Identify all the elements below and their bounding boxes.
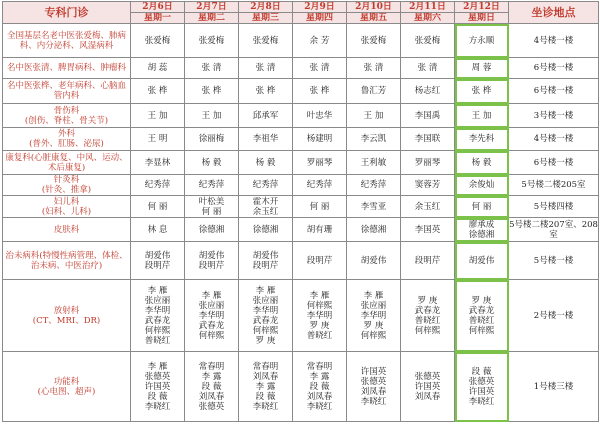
doctor-cell: 何 丽 [131,196,185,218]
location-cell: 5号楼二楼205室 [509,175,599,196]
weekday-header: 星期六 [401,13,455,24]
department-name: 名中医张清、脾胃病科、肿瘤科 [3,58,131,79]
doctor-cell: 段明芹 [401,242,455,280]
table-row [3,242,599,280]
doctor-cell: 徐德湘 [185,218,239,242]
doctor-cell: 周 蓉 [455,58,509,79]
doctor-cell: 张爱梅 [401,24,455,58]
weekday-header: 星期三 [239,13,293,24]
doctor-cell: 李 雁 张德英 许国英 段 薇 李晓红 [131,352,185,422]
doctor-cell: 方永顺 [455,24,509,58]
doctor-cell: 李 雁 何梓熙 李华明 罗 庚 普晓红 [293,280,347,352]
doctor-cell: 胡爱伟 [347,242,401,280]
doctor-cell: 罗丽琴 [401,151,455,175]
doctor-cell: 叶忠华 [293,104,347,128]
doctor-cell: 张 清 [293,58,347,79]
doctor-cell: 李国禹 [401,104,455,128]
doctor-cell: 徐德湘 [239,218,293,242]
doctor-cell: 常春明 李 露 段 薇 刘凤春 李晓红 [293,352,347,422]
department-name: 皮肤科 [3,218,131,242]
department-name: 治未病科(特慢性病管理、体检、治未病、中医治疗) [3,242,131,280]
doctor-cell: 张 清 [185,58,239,79]
location-cell: 1号楼三楼 [509,352,599,422]
doctor-cell: 杨志红 [401,79,455,104]
doctor-cell: 李显林 [131,151,185,175]
doctor-cell: 杨 毅 [239,151,293,175]
table-row [3,151,599,175]
doctor-cell: 邱承军 [239,104,293,128]
department-name: 骨伤科 (创伤、脊柱、骨关节) [3,104,131,128]
department-name: 妇儿科 (妇科、儿科) [3,196,131,218]
doctor-cell: 纪秀萍 [239,175,293,196]
department-name: 外科 (普外、肛肠、泌尿) [3,128,131,151]
location-cell: 5号楼四楼 [509,196,599,218]
doctor-cell: 胡爱伟 段明芹 [131,242,185,280]
doctor-cell: 李先科 [455,128,509,151]
doctor-cell: 纪秀萍 [131,175,185,196]
date-header: 2月12日 [455,2,509,13]
doctor-cell: 纪秀萍 [185,175,239,196]
doctor-cell: 罗 庚 武春龙 普晓红 何梓熙 [401,280,455,352]
table-row [3,218,599,242]
doctor-cell: 李 雁 张应丽 李华明 罗 庚 何梓熙 [347,280,401,352]
doctor-cell: 李 雁 张应丽 李华明 武春龙 何梓熙 罗 庚 [239,280,293,352]
doctor-cell: 张德英 许国英 刘凤春 [401,352,455,422]
doctor-cell: 王利敏 [347,151,401,175]
date-header: 2月8日 [239,2,293,13]
doctor-cell: 叶松美 何 丽 [185,196,239,218]
location-cell: 5号楼一楼 [509,242,599,280]
doctor-cell: 王 加 [347,104,401,128]
table-row [3,196,599,218]
doctor-cell: 张 桦 [131,79,185,104]
table-row [3,352,599,422]
doctor-cell: 何 丽 [293,196,347,218]
doctor-cell: 李祖华 [239,128,293,151]
table-row [3,24,599,58]
doctor-cell: 纪秀萍 [293,175,347,196]
doctor-cell: 张 桦 [293,79,347,104]
doctor-cell: 余 芳 [293,24,347,58]
table-row [3,128,599,151]
doctor-cell: 段 薇 张德英 许国英 李晓红 [455,352,509,422]
doctor-cell: 鲁汇芳 [347,79,401,104]
weekday-header: 星期四 [293,13,347,24]
doctor-cell: 张爱梅 [131,24,185,58]
location-cell: 3号楼一楼 [509,104,599,128]
doctor-cell: 王 明 [131,128,185,151]
department-name: 全国基层名老中医张爱梅、肺病科、内分泌科、风湿病科 [3,24,131,58]
doctor-cell: 罗丽琴 [293,151,347,175]
location-cell: 6号楼一楼 [509,58,599,79]
weekday-header: 星期一 [131,13,185,24]
date-header: 2月9日 [293,2,347,13]
doctor-cell: 窦蓉芳 [401,175,455,196]
doctor-cell: 余玉红 [401,196,455,218]
doctor-cell: 常春明 刘凤春 李 露 段 薇 李晓红 [239,352,293,422]
department-name: 放射科 (CT、MRI、DR) [3,280,131,352]
location-cell: 4号楼一楼 [509,128,599,151]
doctor-cell: 张 桦 [455,79,509,104]
doctor-cell: 张 桦 [239,79,293,104]
doctor-cell: 徐丽梅 [185,128,239,151]
doctor-cell: 廖承成 徐德湘 [455,218,509,242]
table-row [3,104,599,128]
doctor-cell: 胡爱伟 [455,242,509,280]
doctor-cell: 李雪亚 [347,196,401,218]
date-header: 2月10日 [347,2,401,13]
doctor-cell: 林 息 [131,218,185,242]
doctor-cell: 张 清 [347,58,401,79]
doctor-cell: 王 加 [185,104,239,128]
doctor-cell: 张爱梅 [239,24,293,58]
department-name: 康复科(心脏康复、中风、运动、术后康复) [3,151,131,175]
doctor-cell: 罗 庚 武春龙 普晓红 何梓熙 [455,280,509,352]
location-cell: 2号楼一楼 [509,280,599,352]
doctor-cell: 何 丽 [455,196,509,218]
doctor-cell: 李云凯 [347,128,401,151]
table-row [3,79,599,104]
doctor-cell: 张爱梅 [185,24,239,58]
doctor-cell: 杨 毅 [185,151,239,175]
doctor-cell: 张 清 [401,58,455,79]
location-cell: 6号楼一楼 [509,151,599,175]
doctor-cell: 张 清 [239,58,293,79]
doctor-cell: 胡爱伟 段明芹 [185,242,239,280]
doctor-cell: 余俊灿 [455,175,509,196]
doctor-cell: 胡 蕊 [131,58,185,79]
doctor-cell: 王 加 [131,104,185,128]
dept-column-header: 专科门诊 [3,2,131,24]
date-header: 2月7日 [185,2,239,13]
date-header: 2月6日 [131,2,185,13]
doctor-cell: 段明芹 [293,242,347,280]
doctor-cell: 许国英 张德英 刘凤春 李晓红 [347,352,401,422]
weekday-header: 星期二 [185,13,239,24]
doctor-cell: 纪秀萍 [347,175,401,196]
doctor-cell: 张 桦 [185,79,239,104]
doctor-cell: 霍木开 余玉红 [239,196,293,218]
doctor-cell: 李国联 [401,128,455,151]
doctor-cell: 王 加 [455,104,509,128]
doctor-cell: 胡有珊 [293,218,347,242]
doctor-cell: 李 雁 张应丽 李华明 武春龙 何梓熙 [185,280,239,352]
table-row [3,58,599,79]
weekday-header: 星期日 [455,13,509,24]
doctor-cell: 常春明 李 露 段 薇 刘凤春 张德英 [185,352,239,422]
doctor-cell: 徐德湘 [347,218,401,242]
doctor-cell: 杨建明 [293,128,347,151]
doctor-cell: 张爱梅 [347,24,401,58]
location-column-header: 坐诊地点 [509,2,599,24]
location-cell: 4号楼一楼 [509,24,599,58]
doctor-cell: 李国英 [401,218,455,242]
doctor-cell: 杨 毅 [455,151,509,175]
department-name: 功能科 (心电图、超声) [3,352,131,422]
table-row [3,175,599,196]
date-header: 2月11日 [401,2,455,13]
department-name: 名中医张桦、老年病科、心脑血管内科 [3,79,131,104]
location-cell: 5号楼二楼207室、208室 [509,219,598,240]
location-cell: 6号楼一楼 [509,79,599,104]
schedule-table [2,1,599,422]
weekday-header: 星期五 [347,13,401,24]
doctor-cell: 李 雁 张应丽 李华明 武春龙 何梓熙 普晓红 [131,280,185,352]
doctor-cell: 胡爱伟 段明芹 [239,242,293,280]
table-row [3,280,599,352]
department-name: 针灸科 (针灸、推拿) [3,175,131,196]
